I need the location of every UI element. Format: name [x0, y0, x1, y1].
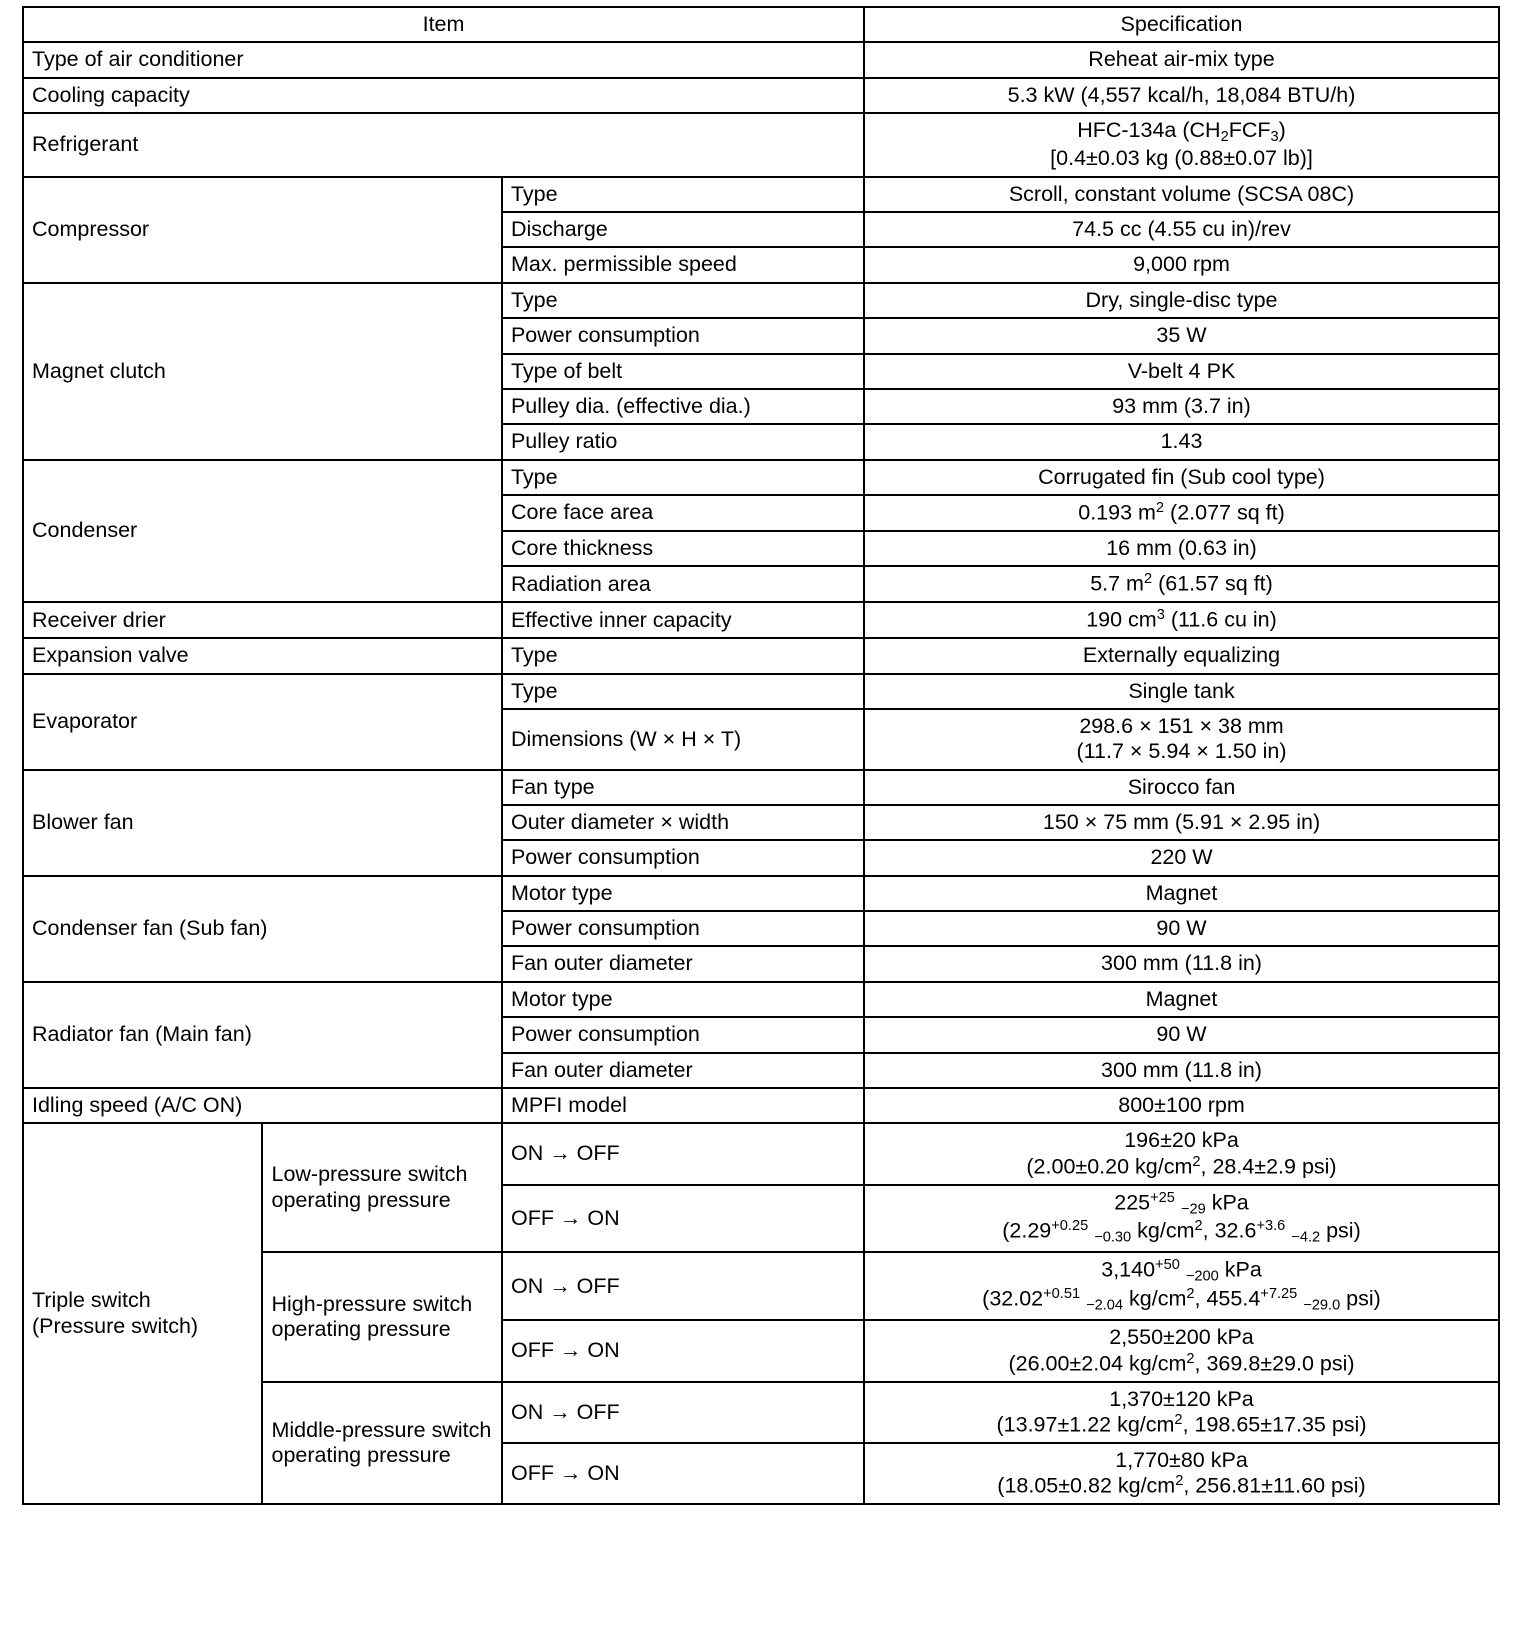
row-specification-value: 9,000 rpm — [864, 247, 1499, 282]
row-item-label: Condenser fan (Sub fan) — [23, 876, 502, 982]
table-row — [23, 876, 1499, 911]
row-specification-value: $225^{+25}$ $_{-29}$ kPa ($2.29^{+0.25}$ $_{-0.30}$ $kg/cm^2$, $32.6^{+3.6}$ $_{-4.2}$ psi) — [864, 1185, 1499, 1253]
row-detail-label: OFF → ON — [502, 1185, 864, 1253]
row-detail-label: Type — [502, 460, 864, 495]
table-row — [23, 42, 1499, 77]
table-row — [23, 460, 1499, 495]
table-row — [23, 1123, 1499, 1184]
table-row — [23, 113, 1499, 177]
row-detail-label: OFF → ON — [502, 1443, 864, 1504]
row-specification-value: 190 $cm^3$ (11.6 cu in) — [864, 602, 1499, 638]
row-specification-value: Single tank — [864, 674, 1499, 709]
row-detail-label: Pulley ratio — [502, 424, 864, 459]
row-specification-value: V-belt 4 PK — [864, 354, 1499, 389]
row-specification-value: 1,770±80 kPa (18.05±0.82 $kg/cm^2$, 256.81±11.60 psi) — [864, 1443, 1499, 1504]
row-specification-value: HFC-134a $(CH_2FCF_3)$ [0.4±0.03 kg (0.88±0.07 lb)] — [864, 113, 1499, 177]
row-item-label: Receiver drier — [23, 602, 502, 638]
row-item-label: Magnet clutch — [23, 283, 502, 460]
table-row — [23, 770, 1499, 805]
row-detail-label: ON → OFF — [502, 1382, 864, 1443]
row-detail-label: OFF → ON — [502, 1320, 864, 1381]
row-detail-label: Power consumption — [502, 1017, 864, 1052]
row-detail-label: Motor type — [502, 876, 864, 911]
row-detail-label: Type — [502, 638, 864, 673]
row-detail-label: Radiation area — [502, 566, 864, 602]
row-specification-value: 1,370±120 kPa (13.97±1.22 $kg/cm^2$, 198.65±17.35 psi) — [864, 1382, 1499, 1443]
table-body — [23, 42, 1499, 1504]
row-detail-label: Type — [502, 177, 864, 212]
row-specification-value: Reheat air-mix type — [864, 42, 1499, 77]
row-item-label: Radiator fan (Main fan) — [23, 982, 502, 1088]
row-detail-label: Motor type — [502, 982, 864, 1017]
row-specification-value: Corrugated fin (Sub cool type) — [864, 460, 1499, 495]
table-row — [23, 602, 1499, 638]
row-item-label: Evaporator — [23, 674, 502, 770]
row-specification-value: 300 mm (11.8 in) — [864, 946, 1499, 981]
row-specification-value: Externally equalizing — [864, 638, 1499, 673]
row-specification-value: 150 × 75 mm (5.91 × 2.95 in) — [864, 805, 1499, 840]
specification-table — [22, 6, 1500, 1505]
table-row — [23, 283, 1499, 318]
row-specification-value: Dry, single-disc type — [864, 283, 1499, 318]
row-detail-label: Fan outer diameter — [502, 1053, 864, 1088]
row-detail-label: Type — [502, 283, 864, 318]
row-detail-label: Fan outer diameter — [502, 946, 864, 981]
row-specification-value: 220 W — [864, 840, 1499, 875]
row-specification-value: 16 mm (0.63 in) — [864, 531, 1499, 566]
row-specification-value: 196±20 kPa (2.00±0.20 $kg/cm^2$, 28.4±2.9 psi) — [864, 1123, 1499, 1184]
table-header-row — [23, 7, 1499, 42]
row-detail-label: Power consumption — [502, 911, 864, 946]
row-detail-label: Max. permissible speed — [502, 247, 864, 282]
row-specification-value: 90 W — [864, 911, 1499, 946]
table-row — [23, 674, 1499, 709]
table-row — [23, 177, 1499, 212]
row-subitem-label: Low-pressure switch operating pressure — [262, 1123, 501, 1252]
row-specification-value: 93 mm (3.7 in) — [864, 389, 1499, 424]
row-specification-value: 298.6 × 151 × 38 mm (11.7 × 5.94 × 1.50 in) — [864, 709, 1499, 770]
row-detail-label: ON → OFF — [502, 1123, 864, 1184]
row-specification-value: Magnet — [864, 876, 1499, 911]
row-subitem-label: High-pressure switch operating pressure — [262, 1252, 501, 1381]
row-item-label: Compressor — [23, 177, 502, 283]
row-detail-label: Type — [502, 674, 864, 709]
row-specification-value: 74.5 cc (4.55 cu in)/rev — [864, 212, 1499, 247]
row-specification-value: 800±100 rpm — [864, 1088, 1499, 1123]
row-item-label: Cooling capacity — [23, 78, 864, 113]
row-detail-label: MPFI model — [502, 1088, 864, 1123]
row-item-label: Expansion valve — [23, 638, 502, 673]
row-item-label: Blower fan — [23, 770, 502, 876]
row-detail-label: ON → OFF — [502, 1252, 864, 1320]
row-specification-value: 5.7 $m^2$ (61.57 sq ft) — [864, 566, 1499, 602]
row-detail-label: Core face area — [502, 495, 864, 531]
row-specification-value: 90 W — [864, 1017, 1499, 1052]
table-row — [23, 78, 1499, 113]
row-specification-value: 1.43 — [864, 424, 1499, 459]
row-specification-value: 300 mm (11.8 in) — [864, 1053, 1499, 1088]
row-detail-label: Outer diameter × width — [502, 805, 864, 840]
row-detail-label: Dimensions (W × H × T) — [502, 709, 864, 770]
row-specification-value: 35 W — [864, 318, 1499, 353]
row-specification-value: 2,550±200 kPa (26.00±2.04 $kg/cm^2$, 369.8±29.0 psi) — [864, 1320, 1499, 1381]
row-detail-label: Type of belt — [502, 354, 864, 389]
row-item-label: Triple switch (Pressure switch) — [23, 1123, 262, 1504]
row-detail-label: Power consumption — [502, 318, 864, 353]
row-detail-label: Fan type — [502, 770, 864, 805]
table-row — [23, 982, 1499, 1017]
row-item-label: Refrigerant — [23, 113, 864, 177]
row-detail-label: Effective inner capacity — [502, 602, 864, 638]
column-header-specification: Specification — [864, 7, 1499, 42]
row-detail-label: Discharge — [502, 212, 864, 247]
row-detail-label: Power consumption — [502, 840, 864, 875]
row-specification-value: 5.3 kW (4,557 kcal/h, 18,084 BTU/h) — [864, 78, 1499, 113]
row-item-label: Type of air conditioner — [23, 42, 864, 77]
row-item-label: Condenser — [23, 460, 502, 603]
table-row — [23, 1088, 1499, 1123]
column-header-item: Item — [23, 7, 864, 42]
row-specification-value: 0.193 $m^2$ (2.077 sq ft) — [864, 495, 1499, 531]
row-subitem-label: Middle-pressure switch operating pressure — [262, 1382, 501, 1505]
row-specification-value: Magnet — [864, 982, 1499, 1017]
table-row — [23, 638, 1499, 673]
row-detail-label: Core thickness — [502, 531, 864, 566]
row-specification-value: $3,140^{+50}$ $_{-200}$ kPa ($32.02^{+0.51}$ $_{-2.04}$ $kg/cm^2$, $455.4^{+7.25}$ $_{-29.0}$ psi) — [864, 1252, 1499, 1320]
row-specification-value: Sirocco fan — [864, 770, 1499, 805]
row-specification-value: Scroll, constant volume (SCSA 08C) — [864, 177, 1499, 212]
row-detail-label: Pulley dia. (effective dia.) — [502, 389, 864, 424]
row-item-label: Idling speed (A/C ON) — [23, 1088, 502, 1123]
